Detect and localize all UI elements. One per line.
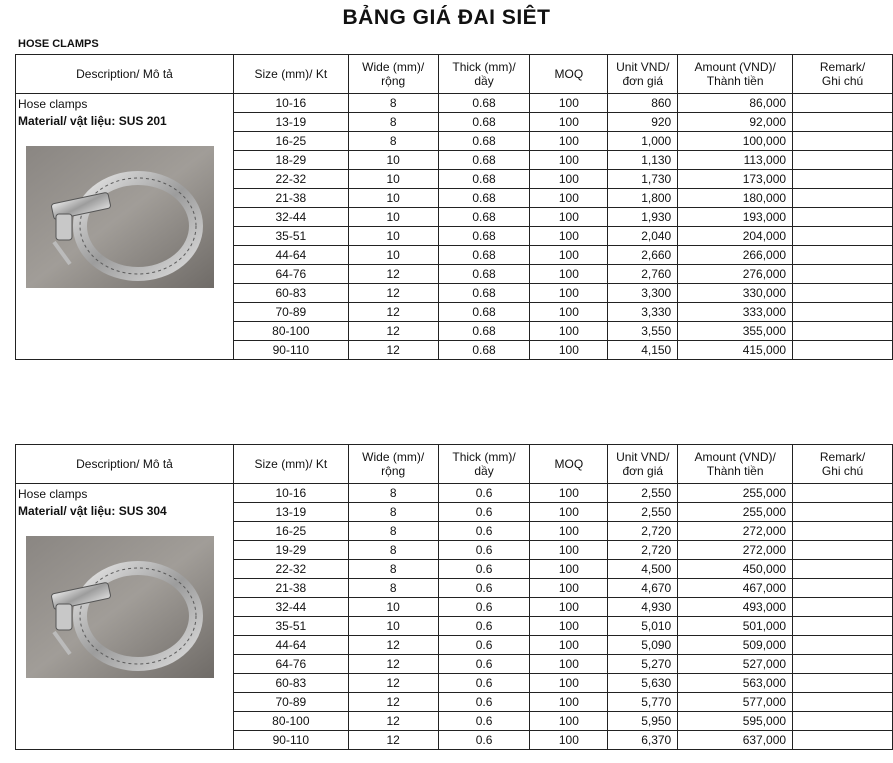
moq-cell: 100	[530, 674, 608, 693]
amount-cell: 173,000	[678, 170, 793, 189]
size-cell: 32-44	[233, 598, 348, 617]
thick-cell: 0.6	[438, 541, 530, 560]
moq-cell: 100	[530, 655, 608, 674]
remark-cell	[793, 265, 893, 284]
thick-cell: 0.68	[438, 208, 530, 227]
moq-cell: 100	[530, 151, 608, 170]
thick-cell: 0.68	[438, 265, 530, 284]
header-wide-line2: rộng	[381, 464, 406, 478]
size-cell: 10-16	[233, 484, 348, 503]
remark-cell	[793, 151, 893, 170]
thick-cell: 0.6	[438, 693, 530, 712]
moq-cell: 100	[530, 227, 608, 246]
header-thick-line2: dầy	[474, 464, 494, 478]
wide-cell: 12	[348, 341, 438, 360]
size-cell: 90-110	[233, 731, 348, 750]
amount-cell: 333,000	[678, 303, 793, 322]
moq-cell: 100	[530, 636, 608, 655]
thick-cell: 0.68	[438, 227, 530, 246]
amount-cell: 272,000	[678, 522, 793, 541]
moq-cell: 100	[530, 560, 608, 579]
moq-cell: 100	[530, 541, 608, 560]
amount-cell: 272,000	[678, 541, 793, 560]
amount-cell: 493,000	[678, 598, 793, 617]
header-remark-line1: Remark/	[819, 60, 866, 74]
header-unit-line1: Unit VND/	[616, 60, 670, 74]
wide-cell: 10	[348, 170, 438, 189]
thick-cell: 0.68	[438, 170, 530, 189]
header-remark	[793, 445, 893, 484]
remark-cell	[793, 303, 893, 322]
hose-clamp-photo	[26, 536, 214, 678]
unit-price-cell: 2,550	[608, 503, 678, 522]
wide-cell: 8	[348, 132, 438, 151]
size-cell: 70-89	[233, 303, 348, 322]
header-unit-line2: đơn giá	[622, 74, 664, 88]
unit-price-cell: 4,930	[608, 598, 678, 617]
amount-cell: 509,000	[678, 636, 793, 655]
size-cell: 44-64	[233, 636, 348, 655]
remark-cell	[793, 189, 893, 208]
amount-cell: 255,000	[678, 503, 793, 522]
size-cell: 80-100	[233, 322, 348, 341]
header-wide-line1: Wide (mm)/	[362, 60, 425, 74]
product-description	[16, 94, 234, 360]
unit-price-cell: 3,330	[608, 303, 678, 322]
wide-cell: 8	[348, 484, 438, 503]
wide-cell: 12	[348, 674, 438, 693]
remark-cell	[793, 94, 893, 113]
thick-cell: 0.68	[438, 284, 530, 303]
section-label: HOSE CLAMPS	[18, 38, 99, 50]
remark-cell	[793, 674, 893, 693]
product-name: Hose clamps	[18, 97, 88, 111]
unit-price-cell: 5,010	[608, 617, 678, 636]
wide-cell: 10	[348, 598, 438, 617]
remark-cell	[793, 598, 893, 617]
remark-cell	[793, 617, 893, 636]
amount-cell: 276,000	[678, 265, 793, 284]
header-moq: MOQ	[530, 55, 608, 94]
header-unit	[608, 55, 678, 94]
unit-price-cell: 2,720	[608, 541, 678, 560]
unit-price-cell: 4,670	[608, 579, 678, 598]
header-size: Size (mm)/ Kt	[233, 445, 348, 484]
header-thick	[438, 445, 530, 484]
amount-cell: 180,000	[678, 189, 793, 208]
remark-cell	[793, 132, 893, 151]
header-amount-line2: Thành tiền	[706, 74, 764, 88]
remark-cell	[793, 636, 893, 655]
thick-cell: 0.68	[438, 322, 530, 341]
size-cell: 22-32	[233, 170, 348, 189]
moq-cell: 100	[530, 322, 608, 341]
header-amount	[678, 445, 793, 484]
size-cell: 16-25	[233, 132, 348, 151]
amount-cell: 100,000	[678, 132, 793, 151]
remark-cell	[793, 541, 893, 560]
moq-cell: 100	[530, 598, 608, 617]
unit-price-cell: 2,760	[608, 265, 678, 284]
size-cell: 70-89	[233, 693, 348, 712]
thick-cell: 0.68	[438, 113, 530, 132]
thick-cell: 0.6	[438, 731, 530, 750]
header-unit-line2: đơn giá	[622, 464, 664, 478]
moq-cell: 100	[530, 284, 608, 303]
amount-cell: 86,000	[678, 94, 793, 113]
remark-cell	[793, 655, 893, 674]
moq-cell: 100	[530, 132, 608, 151]
remark-cell	[793, 579, 893, 598]
unit-price-cell: 3,300	[608, 284, 678, 303]
header-thick-line2: dầy	[474, 74, 494, 88]
wide-cell: 8	[348, 579, 438, 598]
header-amount-line2: Thành tiền	[706, 464, 764, 478]
wide-cell: 10	[348, 227, 438, 246]
size-cell: 16-25	[233, 522, 348, 541]
unit-price-cell: 5,950	[608, 712, 678, 731]
thick-cell: 0.6	[438, 674, 530, 693]
size-cell: 19-29	[233, 541, 348, 560]
amount-cell: 501,000	[678, 617, 793, 636]
moq-cell: 100	[530, 503, 608, 522]
remark-cell	[793, 322, 893, 341]
header-remark	[793, 55, 893, 94]
size-cell: 64-76	[233, 265, 348, 284]
thick-cell: 0.6	[438, 484, 530, 503]
unit-price-cell: 5,770	[608, 693, 678, 712]
wide-cell: 12	[348, 322, 438, 341]
header-moq: MOQ	[530, 445, 608, 484]
size-cell: 13-19	[233, 113, 348, 132]
remark-cell	[793, 560, 893, 579]
wide-cell: 12	[348, 303, 438, 322]
size-cell: 22-32	[233, 560, 348, 579]
header-amount-line1: Amount (VND)/	[694, 60, 776, 74]
header-size: Size (mm)/ Kt	[233, 55, 348, 94]
remark-cell	[793, 484, 893, 503]
product-material: Material/ vật liệu: SUS 201	[18, 114, 167, 128]
unit-price-cell: 2,660	[608, 246, 678, 265]
remark-cell	[793, 522, 893, 541]
amount-cell: 266,000	[678, 246, 793, 265]
header-row	[16, 445, 893, 484]
moq-cell: 100	[530, 303, 608, 322]
thick-cell: 0.68	[438, 94, 530, 113]
thick-cell: 0.6	[438, 579, 530, 598]
thick-cell: 0.68	[438, 132, 530, 151]
moq-cell: 100	[530, 617, 608, 636]
wide-cell: 8	[348, 113, 438, 132]
unit-price-cell: 1,800	[608, 189, 678, 208]
thick-cell: 0.68	[438, 151, 530, 170]
remark-cell	[793, 227, 893, 246]
header-wide-line2: rộng	[381, 74, 406, 88]
remark-cell	[793, 246, 893, 265]
moq-cell: 100	[530, 265, 608, 284]
amount-cell: 415,000	[678, 341, 793, 360]
size-cell: 44-64	[233, 246, 348, 265]
wide-cell: 8	[348, 94, 438, 113]
header-description: Description/ Mô tả	[16, 445, 234, 484]
unit-price-cell: 2,040	[608, 227, 678, 246]
header-thick	[438, 55, 530, 94]
header-remark-line2: Ghi chú	[821, 74, 864, 88]
wide-cell: 12	[348, 712, 438, 731]
thick-cell: 0.68	[438, 341, 530, 360]
moq-cell: 100	[530, 170, 608, 189]
thick-cell: 0.6	[438, 712, 530, 731]
product-name: Hose clamps	[18, 487, 88, 501]
unit-price-cell: 920	[608, 113, 678, 132]
amount-cell: 204,000	[678, 227, 793, 246]
moq-cell: 100	[530, 208, 608, 227]
header-thick-line1: Thick (mm)/	[452, 450, 516, 464]
wide-cell: 10	[348, 151, 438, 170]
wide-cell: 8	[348, 541, 438, 560]
amount-cell: 577,000	[678, 693, 793, 712]
moq-cell: 100	[530, 522, 608, 541]
wide-cell: 12	[348, 265, 438, 284]
unit-price-cell: 860	[608, 94, 678, 113]
amount-cell: 355,000	[678, 322, 793, 341]
amount-cell: 467,000	[678, 579, 793, 598]
thick-cell: 0.6	[438, 617, 530, 636]
thick-cell: 0.68	[438, 246, 530, 265]
remark-cell	[793, 503, 893, 522]
size-cell: 64-76	[233, 655, 348, 674]
size-cell: 21-38	[233, 579, 348, 598]
amount-cell: 563,000	[678, 674, 793, 693]
size-cell: 21-38	[233, 189, 348, 208]
wide-cell: 10	[348, 246, 438, 265]
header-amount	[678, 55, 793, 94]
size-cell: 80-100	[233, 712, 348, 731]
size-cell: 90-110	[233, 341, 348, 360]
page-title: BẢNG GIÁ ĐAI SIÊT	[342, 6, 551, 29]
size-cell: 10-16	[233, 94, 348, 113]
moq-cell: 100	[530, 731, 608, 750]
wide-cell: 10	[348, 208, 438, 227]
thick-cell: 0.6	[438, 636, 530, 655]
wide-cell: 8	[348, 522, 438, 541]
moq-cell: 100	[530, 189, 608, 208]
wide-cell: 8	[348, 560, 438, 579]
header-wide	[348, 55, 438, 94]
unit-price-cell: 2,720	[608, 522, 678, 541]
thick-cell: 0.6	[438, 560, 530, 579]
amount-cell: 527,000	[678, 655, 793, 674]
table-row	[16, 484, 893, 503]
header-wide	[348, 445, 438, 484]
unit-price-cell: 5,090	[608, 636, 678, 655]
wide-cell: 12	[348, 636, 438, 655]
moq-cell: 100	[530, 246, 608, 265]
thick-cell: 0.6	[438, 655, 530, 674]
header-thick-line1: Thick (mm)/	[452, 60, 516, 74]
amount-cell: 595,000	[678, 712, 793, 731]
amount-cell: 113,000	[678, 151, 793, 170]
size-cell: 13-19	[233, 503, 348, 522]
hose-clamp-photo	[26, 146, 214, 288]
unit-price-cell: 4,150	[608, 341, 678, 360]
moq-cell: 100	[530, 712, 608, 731]
size-cell: 18-29	[233, 151, 348, 170]
moq-cell: 100	[530, 341, 608, 360]
unit-price-cell: 1,000	[608, 132, 678, 151]
remark-cell	[793, 341, 893, 360]
moq-cell: 100	[530, 579, 608, 598]
remark-cell	[793, 113, 893, 132]
header-remark-line1: Remark/	[819, 450, 866, 464]
size-cell: 60-83	[233, 674, 348, 693]
moq-cell: 100	[530, 94, 608, 113]
thick-cell: 0.6	[438, 503, 530, 522]
header-row	[16, 55, 893, 94]
unit-price-cell: 5,630	[608, 674, 678, 693]
header-wide-line1: Wide (mm)/	[362, 450, 425, 464]
moq-cell: 100	[530, 113, 608, 132]
remark-cell	[793, 712, 893, 731]
price-table-sus201	[15, 54, 893, 360]
price-table-sus304	[15, 444, 893, 750]
size-cell: 32-44	[233, 208, 348, 227]
unit-price-cell: 3,550	[608, 322, 678, 341]
wide-cell: 12	[348, 693, 438, 712]
remark-cell	[793, 731, 893, 750]
amount-cell: 637,000	[678, 731, 793, 750]
header-unit	[608, 445, 678, 484]
header-remark-line2: Ghi chú	[821, 464, 864, 478]
unit-price-cell: 5,270	[608, 655, 678, 674]
thick-cell: 0.6	[438, 522, 530, 541]
unit-price-cell: 6,370	[608, 731, 678, 750]
size-cell: 35-51	[233, 617, 348, 636]
amount-cell: 92,000	[678, 113, 793, 132]
amount-cell: 450,000	[678, 560, 793, 579]
amount-cell: 193,000	[678, 208, 793, 227]
unit-price-cell: 2,550	[608, 484, 678, 503]
header-unit-line1: Unit VND/	[616, 450, 670, 464]
size-cell: 35-51	[233, 227, 348, 246]
moq-cell: 100	[530, 693, 608, 712]
remark-cell	[793, 284, 893, 303]
wide-cell: 12	[348, 655, 438, 674]
unit-price-cell: 1,130	[608, 151, 678, 170]
amount-cell: 330,000	[678, 284, 793, 303]
remark-cell	[793, 693, 893, 712]
wide-cell: 8	[348, 503, 438, 522]
product-description	[16, 484, 234, 750]
unit-price-cell: 1,930	[608, 208, 678, 227]
amount-cell: 255,000	[678, 484, 793, 503]
wide-cell: 10	[348, 617, 438, 636]
moq-cell: 100	[530, 484, 608, 503]
table-row	[16, 94, 893, 113]
remark-cell	[793, 170, 893, 189]
unit-price-cell: 4,500	[608, 560, 678, 579]
wide-cell: 12	[348, 284, 438, 303]
size-cell: 60-83	[233, 284, 348, 303]
product-material: Material/ vật liệu: SUS 304	[18, 504, 167, 518]
header-description: Description/ Mô tả	[16, 55, 234, 94]
header-amount-line1: Amount (VND)/	[694, 450, 776, 464]
remark-cell	[793, 208, 893, 227]
wide-cell: 10	[348, 189, 438, 208]
unit-price-cell: 1,730	[608, 170, 678, 189]
thick-cell: 0.6	[438, 598, 530, 617]
thick-cell: 0.68	[438, 303, 530, 322]
wide-cell: 12	[348, 731, 438, 750]
thick-cell: 0.68	[438, 189, 530, 208]
